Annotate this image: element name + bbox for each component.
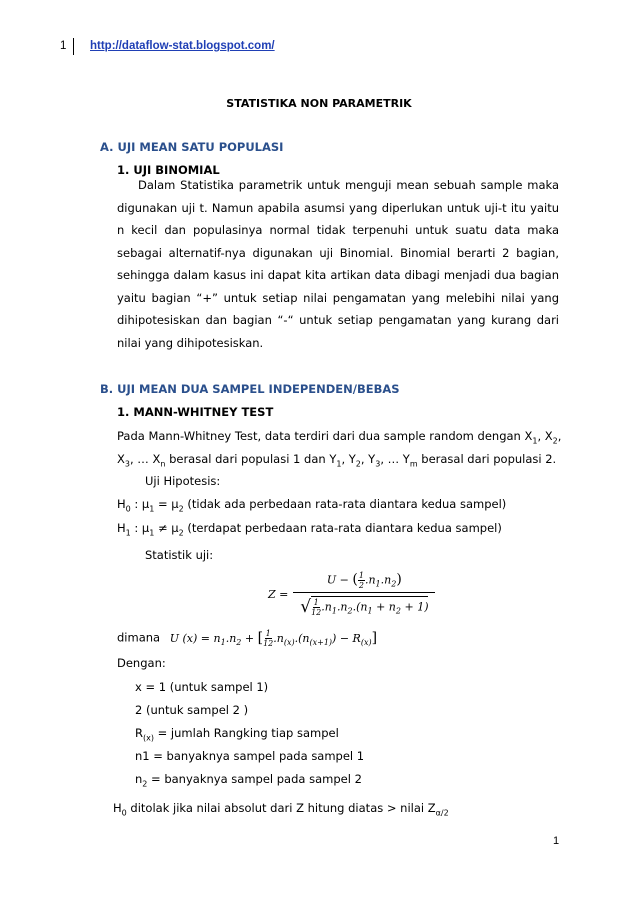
header-url-link[interactable]: http://dataflow-stat.blogspot.com/ — [90, 40, 275, 52]
statistic-label: Statistik uji: — [145, 548, 214, 562]
def-x-2: 2 (untuk sampel 2 ) — [135, 703, 249, 717]
section-a-heading: A. UJI MEAN SATU POPULASI — [100, 140, 284, 154]
dengan-label: Dengan: — [117, 656, 166, 670]
binomial-paragraph: Dalam Statistika parametrik untuk menguji mean sebuah sample maka digunakan uji t. Namun apabila asumsi yang diperlukan untuk uji-t itu yaitu n kecil dan populasinya normal tidak terpenuhi untuk suatu data maka sebagai alternatif-nya digunakan uji Binomial. Binomial berarti 2 bagian, sehingga dalam kasus ini dapat kita artikan data dibagi menjadi dua bagian yaitu bagian “+” untuk setiap nilai pengamatan yang melebihi nilai yang dihipotesiskan dan bagian “-“ untuk setiap pengamatan yang kurang dari nilai yang dihipotesiskan. — [117, 178, 559, 350]
h1-hypothesis: $H_1$ : $\mu_1 \ne \mu_2$ (terdapat perbedaan rata-rata diantara kedua sampel) — [117, 521, 502, 538]
header-divider — [73, 38, 74, 55]
u-formula-line: dimana U $(x) = n_1.n_2$ + [ $\frac{1}{12}$ $.n_{(x)}.(n_{(x+1)}) - R_{(x)}$] — [117, 629, 378, 648]
def-n1: n1 = banyaknya sampel pada sampel 1 — [135, 749, 365, 763]
def-x-1: x = 1 (untuk sampel 1) — [135, 680, 269, 694]
mann-whitney-intro-line2: $X_3$, … $X_n$ berasal dari populasi 1 dan $Y_1$, $Y_2$, $Y_3$, … $Y_m$ berasal dari populasi 2. — [117, 452, 557, 469]
section-b-subheading: 1. MANN-WHITNEY TEST — [117, 405, 274, 419]
header-page-number: 1 — [60, 40, 67, 52]
section-b-heading: B. UJI MEAN DUA SAMPEL INDEPENDEN/BEBAS — [100, 382, 400, 396]
conclusion-line: $H_0$ ditolak jika nilai absolut dari Z hitung diatas > nilai $Z_{\alpha/2}$ — [113, 801, 449, 818]
footer-page-number: 1 — [553, 835, 560, 847]
def-n2: $n_2$ = banyaknya sampel pada sampel 2 — [135, 772, 362, 789]
page-title: STATISTIKA NON PARAMETRIK — [226, 97, 412, 110]
h0-hypothesis: $H_0$ : $\mu_1 = \mu_2$ (tidak ada perbedaan rata-rata diantara kedua sampel) — [117, 497, 507, 514]
hypothesis-label: Uji Hipotesis: — [145, 474, 221, 488]
z-formula: Z = U − ( $\frac{1}{2}$ $.n_1.n_2$) √ $\frac{1}{12}$ $.n_1.n_2.(n_1 + n_2 + 1)$ — [268, 571, 435, 617]
section-a-subheading: 1. UJI BINOMIAL — [117, 163, 220, 177]
def-r: $R_{(x)}$ = jumlah Rangking tiap sampel — [135, 726, 339, 743]
mann-whitney-intro-line1: Pada Mann-Whitney Test, data terdiri dari dua sample random dengan $X_1$, $X_2$, — [117, 429, 562, 446]
